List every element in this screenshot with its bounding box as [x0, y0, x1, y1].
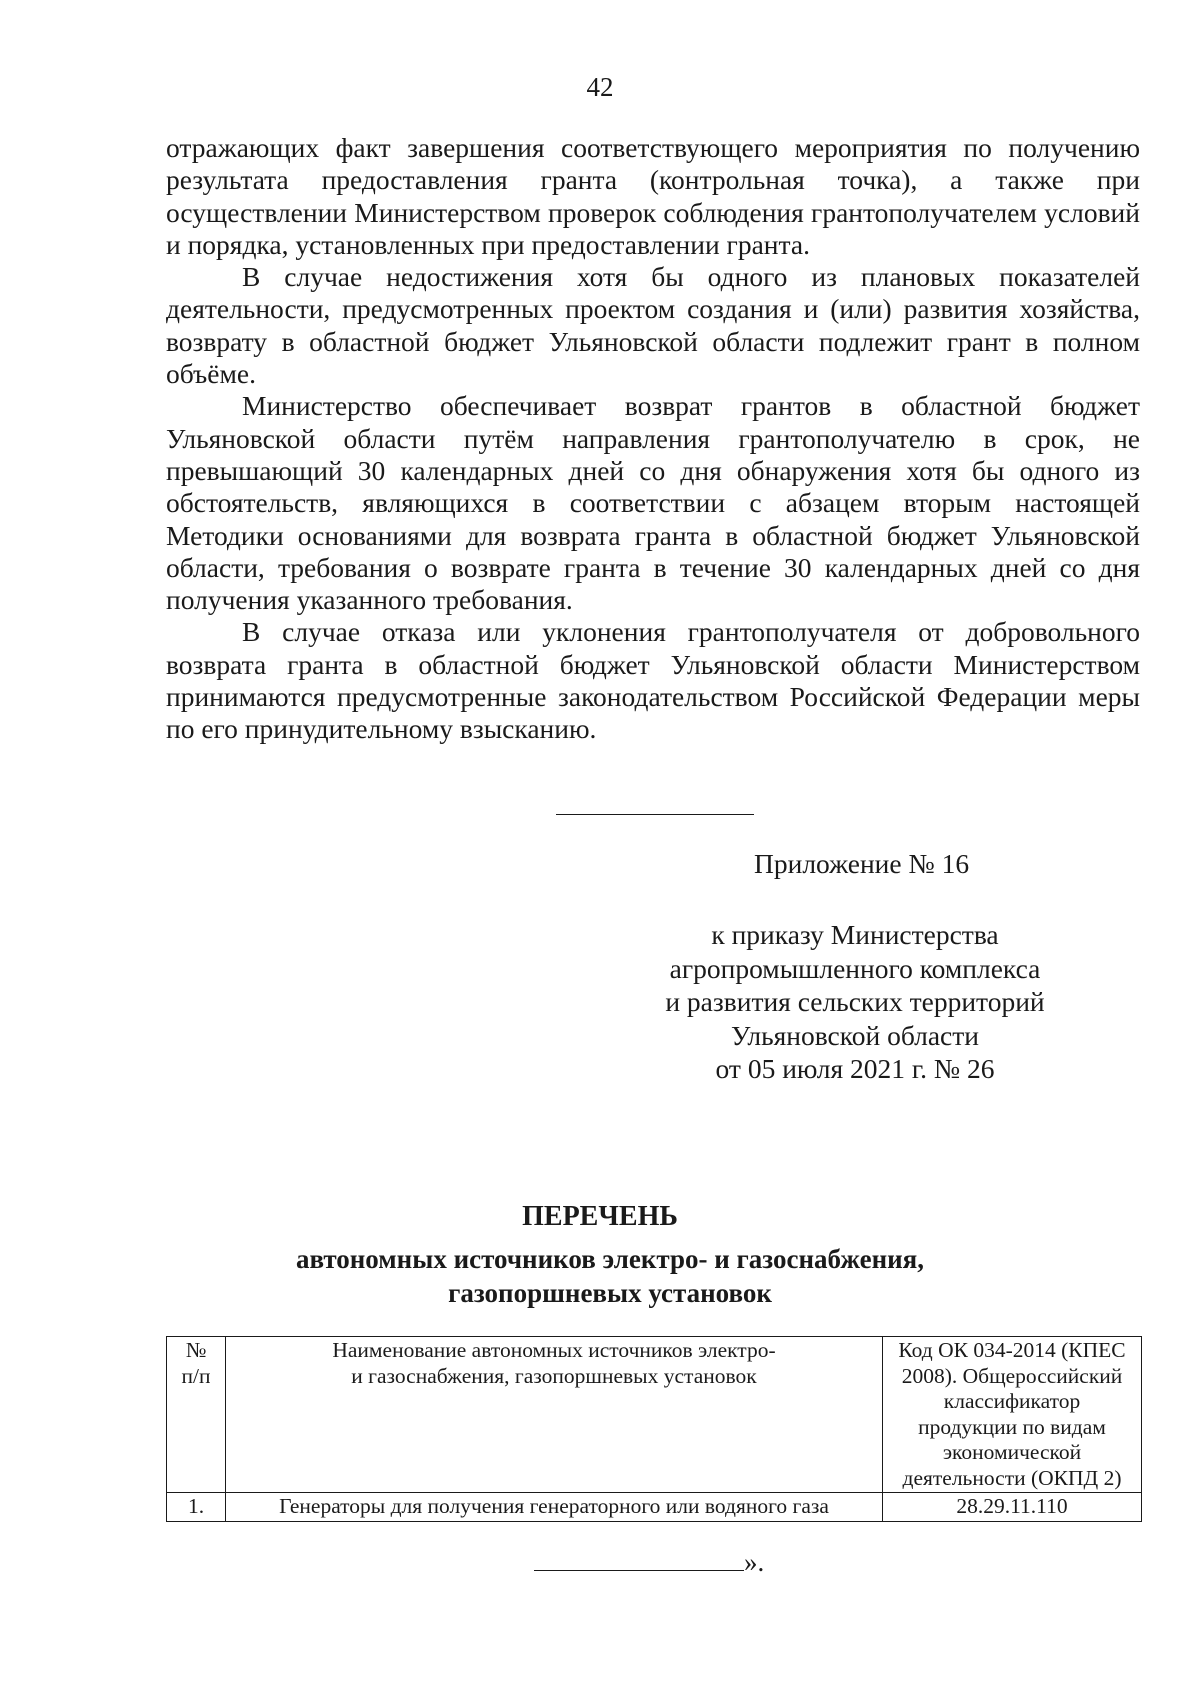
appendix-label: Приложение № 16: [754, 848, 970, 879]
decree-line: к приказу Министерства: [711, 919, 999, 950]
paragraph: В случае отказа или уклонения грантополучателя от добровольного возврата гранта в областной бюджет Ульяновской области Министерством принимаются предусмотренные законодательством Российской Федерации меры по его принудительному взысканию.: [166, 616, 1140, 745]
row-name: Генераторы для получения генераторного или водяного газа: [226, 1493, 883, 1522]
header-line: классификатор: [943, 1389, 1081, 1413]
closing-quote: ».: [744, 1547, 765, 1577]
row-code: 28.29.11.110: [883, 1493, 1142, 1522]
decree-reference: [630, 918, 1080, 1086]
header-line: 2008). Общероссийский: [901, 1363, 1123, 1388]
header-line: Наименование автономных источников электро-: [332, 1338, 776, 1362]
list-subtitle: [180, 1242, 1040, 1310]
header-line: и газоснабжения, газопоршневых установок: [351, 1363, 757, 1388]
body-text: [166, 132, 1140, 746]
closing-mark: [534, 1547, 764, 1578]
decree-line: и развития сельских территорий: [665, 986, 1045, 1017]
closing-line: [534, 1570, 744, 1571]
header-line: Код ОК 034-2014 (КПЕС: [898, 1338, 1126, 1362]
page-number: 42: [586, 72, 614, 102]
header-line: продукции по видам: [918, 1414, 1106, 1439]
header-line: №: [185, 1338, 207, 1362]
header-num-cell: [167, 1337, 226, 1493]
paragraph: отражающих факт завершения соответствующего мероприятия по получению результата предоставления гранта (контрольная точка), а также при осуществлении Министерством проверок соблюдения грантополучателем условий и порядка, установленных при предоставлении гранта.: [166, 132, 1140, 260]
row-num: 1.: [167, 1493, 226, 1522]
header-name-cell: [226, 1337, 883, 1493]
list-title: ПЕРЕЧЕНЬ: [522, 1201, 678, 1232]
header-line: п/п: [181, 1363, 211, 1388]
header-code-cell: [883, 1337, 1142, 1493]
paragraph: Министерство обеспечивает возврат грантов в областной бюджет Ульяновской области путём направления грантополучателю в срок, не превышающий 30 календарных дней со дня обнаружения хотя бы одного из обстоятельств, являющихся в соответствии с абзацем вторым настоящей Методики основаниями для возврата гранта в областной бюджет Ульяновской области, требования о возврате гранта в течение 30 календарных дней со дня получения указанного требования.: [166, 390, 1140, 616]
header-line: деятельности (ОКПД 2): [902, 1465, 1122, 1490]
decree-line: агропромышленного комплекса: [669, 952, 1041, 984]
subtitle-line: автономных источников электро- и газоснабжения,: [295, 1244, 925, 1274]
decree-line: от 05 июля 2021 г. № 26: [715, 1053, 995, 1084]
header-line: экономической: [942, 1440, 1082, 1464]
subtitle-line: газопоршневых установок: [448, 1278, 772, 1308]
section-divider: [556, 814, 754, 815]
paragraph: В случае недостижения хотя бы одного из плановых показателей деятельности, предусмотренных проектом создания и (или) развития хозяйства, возврату в областной бюджет Ульяновской области подлежит грант в полном объёме.: [166, 261, 1140, 390]
equipment-table: [166, 1336, 1142, 1522]
table-row: [167, 1493, 1142, 1522]
table-header-row: [167, 1337, 1142, 1493]
decree-line: Ульяновской области: [730, 1019, 979, 1051]
